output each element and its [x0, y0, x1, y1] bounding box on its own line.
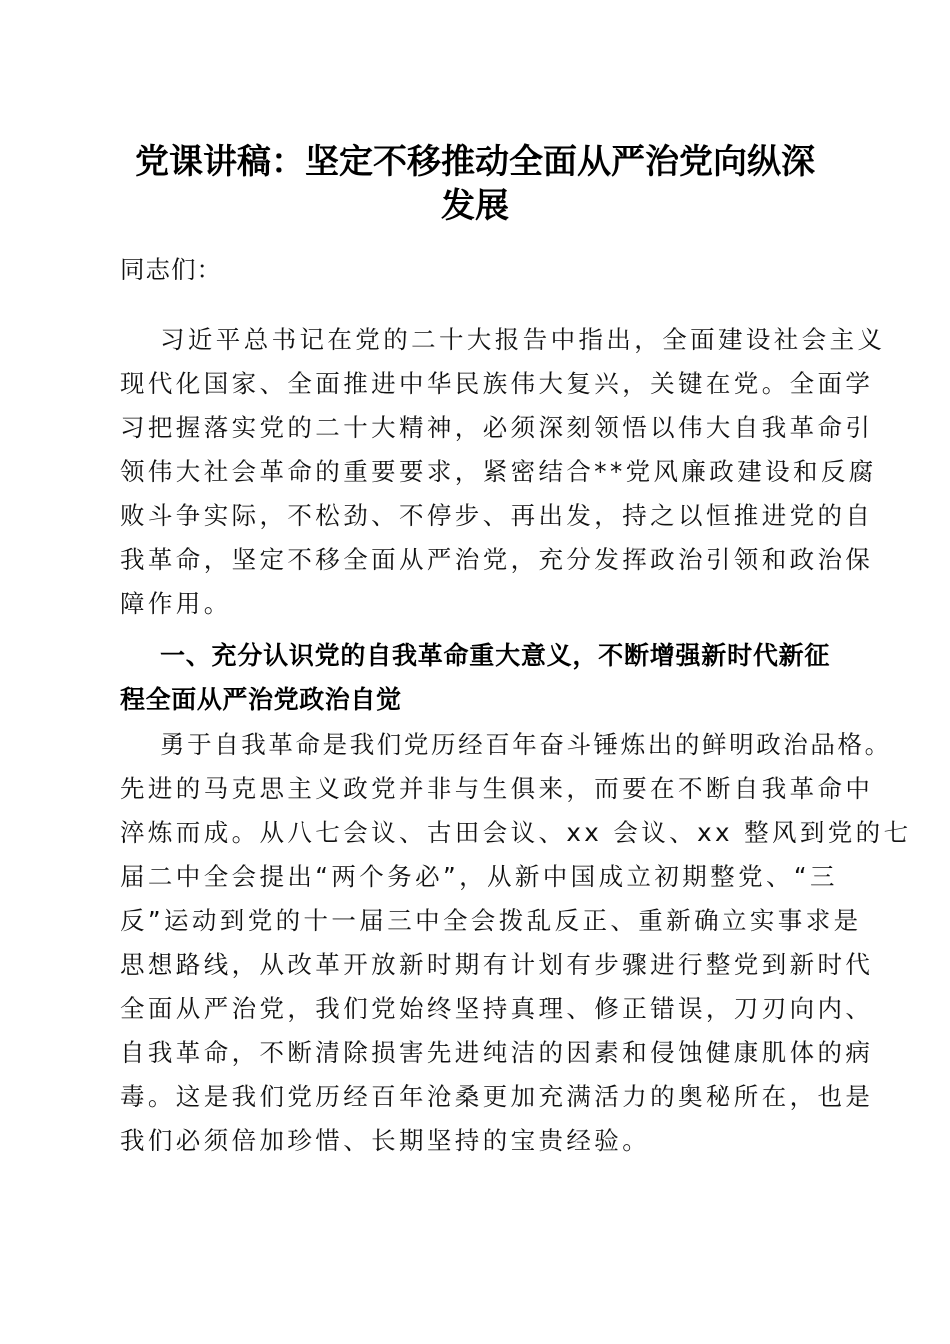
- section-paragraph-line: 届二中全会提出“两个务必”，从新中国成立初期整党、“三: [120, 862, 838, 891]
- section-paragraph-line: 淬炼而成。从八七会议、古田会议、xx 会议、xx 整风到党的七: [120, 818, 912, 847]
- section-paragraph-line: 先进的马克思主义政党并非与生俱来，而要在不断自我革命中: [120, 774, 874, 803]
- intro-paragraph-line: 习近平总书记在党的二十大报告中指出，全面建设社会主义: [160, 325, 886, 354]
- section-paragraph-line: 思想路线，从改革开放新时期有计划有步骤进行整党到新时代: [120, 950, 874, 979]
- document-title-line-1: 党课讲稿：坚定不移推动全面从严治党向纵深: [135, 142, 815, 182]
- intro-paragraph-line: 败斗争实际，不松劲、不停步、再出发，持之以恒推进党的自: [120, 501, 874, 530]
- intro-paragraph-line: 习把握落实党的二十大精神，必须深刻领悟以伟大自我革命引: [120, 413, 874, 442]
- intro-paragraph-line: 我革命，坚定不移全面从严治党，充分发挥政治引领和政治保: [120, 545, 874, 574]
- intro-paragraph-line: 障作用。: [120, 589, 232, 618]
- section-paragraph-line: 毒。这是我们党历经百年沧桑更加充满活力的奥秘所在，也是: [120, 1082, 874, 1111]
- section-paragraph-line: 我们必须倍加珍惜、长期坚持的宝贵经验。: [120, 1126, 651, 1155]
- section-heading-line: 程全面从严治党政治自觉: [120, 685, 402, 714]
- document-title-line-2: 发展: [441, 186, 509, 226]
- section-paragraph-line: 全面从严治党，我们党始终坚持真理、修正错误，刀刃向内、: [120, 994, 874, 1023]
- intro-paragraph-line: 领伟大社会革命的重要要求，紧密结合**党风廉政建设和反腐: [120, 457, 877, 486]
- salutation: 同志们：: [120, 255, 222, 284]
- section-paragraph-line: 自我革命，不断清除损害先进纯洁的因素和侵蚀健康肌体的病: [120, 1038, 874, 1067]
- section-paragraph-line: 反”运动到党的十一届三中全会拨乱反正、重新确立实事求是: [120, 906, 862, 935]
- intro-paragraph-line: 现代化国家、全面推进中华民族伟大复兴，关键在党。全面学: [120, 369, 874, 398]
- section-paragraph-line: 勇于自我革命是我们党历经百年奋斗锤炼出的鲜明政治品格。: [160, 730, 892, 759]
- section-heading-line: 一、充分认识党的自我革命重大意义，不断增强新时代新征: [160, 641, 830, 670]
